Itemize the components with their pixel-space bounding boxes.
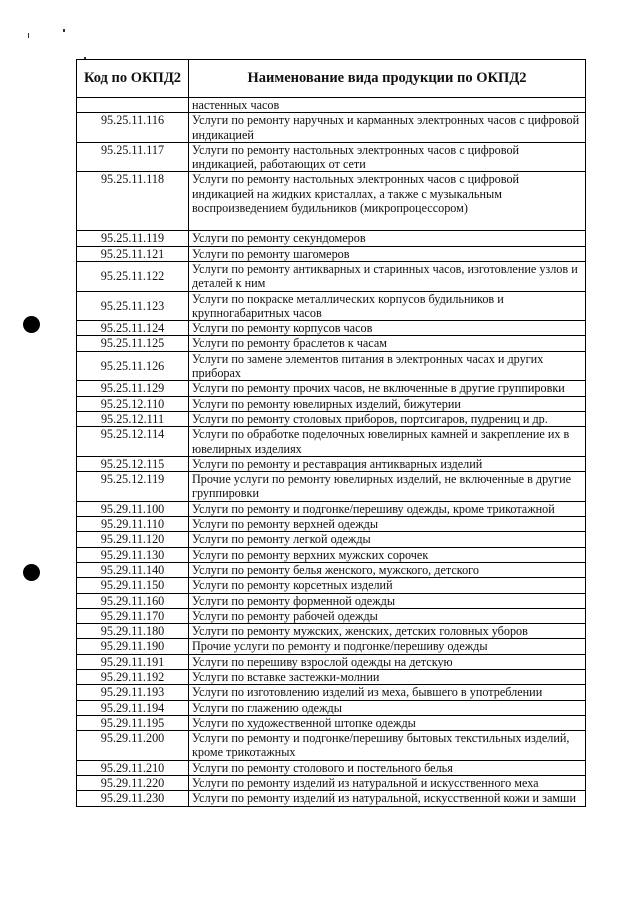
row-name: Услуги по ремонту наручных и карманных электронных часов с цифровой индикацией (189, 113, 586, 143)
table-row (77, 231, 586, 246)
row-code: 95.25.11.125 (77, 336, 189, 351)
row-code: 95.25.11.117 (77, 142, 189, 172)
table-row (77, 731, 586, 761)
row-name: Услуги по замене элементов питания в электронных часах и других приборах (189, 351, 586, 381)
table-row (77, 396, 586, 411)
row-name: Услуги по ремонту изделий из натуральной, искусственной кожи и замши (189, 791, 586, 806)
row-code: 95.25.12.111 (77, 411, 189, 426)
row-name: Прочие услуги по ремонту ювелирных изделий, не включенные в другие группировки (189, 472, 586, 502)
table-row (77, 501, 586, 516)
row-code: 95.29.11.160 (77, 593, 189, 608)
row-name: настенных часов (189, 98, 586, 113)
table-row (77, 517, 586, 532)
table-row (77, 791, 586, 806)
row-code: 95.25.11.116 (77, 113, 189, 143)
scan-speck (28, 33, 29, 38)
row-name: Услуги по покраске металлических корпусов будильников и крупногабаритных часов (189, 291, 586, 321)
table-row (77, 142, 586, 172)
row-code: 95.25.11.118 (77, 172, 189, 231)
table-row (77, 715, 586, 730)
table-row (77, 261, 586, 291)
row-name: Услуги по ремонту ювелирных изделий, бижутерии (189, 396, 586, 411)
row-name: Услуги по ремонту корсетных изделий (189, 578, 586, 593)
row-name: Услуги по ремонту антикварных и старинных часов, изготовление узлов и деталей к ним (189, 261, 586, 291)
row-code: 95.29.11.180 (77, 624, 189, 639)
row-name: Услуги по ремонту верхних мужских сорочек (189, 547, 586, 562)
table-row (77, 685, 586, 700)
row-code: 95.25.11.124 (77, 321, 189, 336)
table-row (77, 172, 586, 231)
row-code: 95.29.11.230 (77, 791, 189, 806)
table-row (77, 654, 586, 669)
row-name: Услуги по ремонту браслетов к часам (189, 336, 586, 351)
table-row (77, 456, 586, 471)
table-row (77, 472, 586, 502)
row-name: Услуги по ремонту рабочей одежды (189, 608, 586, 623)
row-name: Услуги по ремонту и подгонке/перешиву одежды, кроме трикотажной (189, 501, 586, 516)
row-code: 95.29.11.110 (77, 517, 189, 532)
table-row (77, 113, 586, 143)
row-name: Услуги по ремонту настольных электронных часов с цифровой индикацией на жидких кристаллах, а также с музыкальным воспроизведением будильников (микропроцессором) (189, 172, 586, 231)
table-row (77, 246, 586, 261)
row-code: 95.29.11.140 (77, 562, 189, 577)
table-row (77, 700, 586, 715)
row-name: Услуги по изготовлению изделий из меха, бывшего в употреблении (189, 685, 586, 700)
row-code: 95.25.11.121 (77, 246, 189, 261)
punch-hole-top (23, 316, 40, 333)
row-name: Услуги по ремонту белья женского, мужского, детского (189, 562, 586, 577)
table-row (77, 532, 586, 547)
okpd-table (76, 59, 586, 807)
row-code: 95.29.11.190 (77, 639, 189, 654)
table-row (77, 427, 586, 457)
row-code: 95.29.11.191 (77, 654, 189, 669)
row-name: Услуги по ремонту мужских, женских, детских головных уборов (189, 624, 586, 639)
row-name: Услуги по ремонту секундомеров (189, 231, 586, 246)
row-name: Услуги по ремонту настольных электронных часов с цифровой индикацией, работающих от сети (189, 142, 586, 172)
row-code: 95.29.11.193 (77, 685, 189, 700)
row-name: Услуги по ремонту и подгонке/перешиву бытовых текстильных изделий, кроме трикотажных (189, 731, 586, 761)
row-code: 95.29.11.192 (77, 669, 189, 684)
row-name: Услуги по ремонту верхней одежды (189, 517, 586, 532)
table-row (77, 760, 586, 775)
row-name: Услуги по глажению одежды (189, 700, 586, 715)
table-row (77, 624, 586, 639)
row-name: Услуги по ремонту прочих часов, не включенные в другие группировки (189, 381, 586, 396)
table-row (77, 411, 586, 426)
row-name: Услуги по ремонту столовых приборов, портсигаров, пудрениц и др. (189, 411, 586, 426)
row-code: 95.29.11.170 (77, 608, 189, 623)
table-row (77, 291, 586, 321)
row-code: 95.25.11.119 (77, 231, 189, 246)
row-name: Услуги по ремонту легкой одежды (189, 532, 586, 547)
row-code: 95.29.11.130 (77, 547, 189, 562)
table-row (77, 608, 586, 623)
column-header-code: Код по ОКПД2 (77, 60, 189, 98)
scan-speck (63, 29, 65, 32)
table-row (77, 336, 586, 351)
row-code: 95.25.12.115 (77, 456, 189, 471)
row-code: 95.25.11.123 (77, 291, 189, 321)
table-row (77, 381, 586, 396)
table-row (77, 776, 586, 791)
table-row (77, 593, 586, 608)
row-code: 95.29.11.100 (77, 501, 189, 516)
row-name: Услуги по ремонту корпусов часов (189, 321, 586, 336)
row-name: Услуги по ремонту изделий из натуральной и искусственного меха (189, 776, 586, 791)
row-name: Услуги по ремонту столового и постельного белья (189, 760, 586, 775)
row-code: 95.25.11.122 (77, 261, 189, 291)
punch-hole-bottom (23, 564, 40, 581)
row-code: 95.29.11.120 (77, 532, 189, 547)
row-code: 95.25.12.119 (77, 472, 189, 502)
row-code: 95.29.11.210 (77, 760, 189, 775)
row-name: Услуги по ремонту и реставрация антикварных изделий (189, 456, 586, 471)
row-code: 95.29.11.150 (77, 578, 189, 593)
table-row (77, 578, 586, 593)
table-header-row (77, 60, 586, 98)
row-code: 95.29.11.195 (77, 715, 189, 730)
table-row (77, 639, 586, 654)
row-code: 95.25.12.110 (77, 396, 189, 411)
row-name: Услуги по обработке поделочных ювелирных камней и закрепление их в ювелирных изделиях (189, 427, 586, 457)
row-name: Услуги по вставке застежки-молнии (189, 669, 586, 684)
row-name: Услуги по ремонту шагомеров (189, 246, 586, 261)
row-code: 95.29.11.194 (77, 700, 189, 715)
row-name: Услуги по перешиву взрослой одежды на детскую (189, 654, 586, 669)
table-row (77, 562, 586, 577)
row-code: 95.25.11.126 (77, 351, 189, 381)
table-row (77, 547, 586, 562)
table-row (77, 321, 586, 336)
table-row (77, 98, 586, 113)
row-code: 95.25.11.129 (77, 381, 189, 396)
row-code: 95.29.11.220 (77, 776, 189, 791)
column-header-name: Наименование вида продукции по ОКПД2 (189, 60, 586, 98)
row-name: Услуги по ремонту форменной одежды (189, 593, 586, 608)
row-name: Услуги по художественной штопке одежды (189, 715, 586, 730)
row-code: 95.29.11.200 (77, 731, 189, 761)
row-code: 95.25.12.114 (77, 427, 189, 457)
table-row (77, 351, 586, 381)
row-name: Прочие услуги по ремонту и подгонке/перешиву одежды (189, 639, 586, 654)
row-code (77, 98, 189, 113)
table-row (77, 669, 586, 684)
